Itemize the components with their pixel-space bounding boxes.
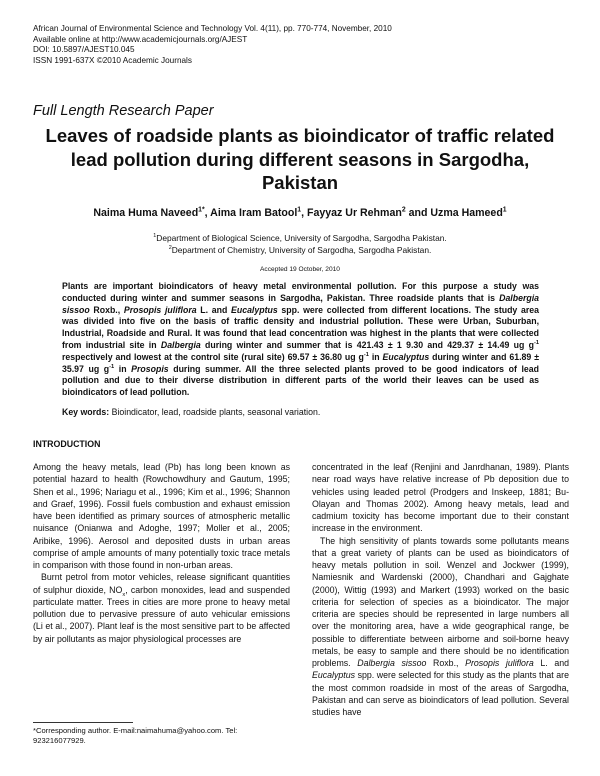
paper-type: Full Length Research Paper	[33, 103, 214, 119]
right-column	[312, 461, 569, 718]
abstract	[62, 281, 539, 399]
text-run: Prosopis juliflora	[123, 304, 197, 315]
author-affiliation-mark: 1	[297, 206, 302, 214]
keywords-text: Bioindicator, lead, roadside plants, seasonal variation.	[109, 407, 321, 417]
text-run: L. and	[533, 658, 570, 668]
author-separator: ,	[301, 207, 308, 219]
text-run: The high sensitivity of plants towards some pollutants means that a great variety of plants can be used as bioindicators of heavy metals pollution in soil. Wenzel and Jockwer (1999), Namiesnik and Wardenski (2000), Chandhari and Gajghate (2000), Wittig (1993) and Markert (1993) worked on the basic criteria for selection of species as a bioindicator. The major criteria are species should be represented in large numbers all over the monitoring area, have a wide geographical range, be possible to differentiate between airborne and soil-borne heavy metals, be easy to sample and there should be no identification problems.	[312, 535, 569, 668]
text-run: Dalbergia	[160, 339, 201, 350]
citation-line: African Journal of Environmental Science and Technology Vol. 4(11), pp. 770-774, November, 2010	[33, 24, 392, 33]
text-run: Eucalyptus	[312, 670, 356, 681]
text-run: in	[368, 351, 383, 362]
paragraph	[33, 461, 290, 571]
section-heading: INTRODUCTION	[33, 439, 101, 449]
text-run: Roxb.,	[426, 658, 466, 668]
text-run: L. and	[196, 304, 232, 315]
paragraph	[312, 461, 569, 535]
author-list	[0, 207, 600, 219]
author-affiliation-mark: 1	[502, 206, 507, 214]
author-name: Aima Iram Batool	[210, 207, 298, 219]
text-run: during winter and summer that is 421.43 ± 1 9.30 and 429.37 ± 14.49 ug g	[200, 339, 534, 350]
text-run: Dalbergia sissoo	[357, 658, 427, 668]
affiliation	[0, 233, 600, 245]
text-run: Roxb.,	[89, 304, 124, 315]
text-run: Prosopis juliflora	[465, 658, 534, 668]
affiliation-text: Department of Biological Science, University of Sargodha, Sargodha Pakistan.	[156, 233, 447, 243]
author-name: Fayyaz Ur Rehman	[307, 207, 402, 219]
text-run: -1	[109, 363, 115, 370]
affiliation-mark: 1	[153, 233, 157, 240]
author-affiliation-mark: 2	[401, 206, 406, 214]
author-affiliation-mark: 1*	[198, 206, 205, 214]
text-run: respectively and lowest at the control site (rural site) 69.57 ± 36.80 ug g	[62, 351, 364, 362]
affiliation-text: Department of Chemistry, University of Sargodha, Sargodha Pakistan.	[171, 244, 432, 255]
text-run: in	[114, 363, 132, 374]
affiliation	[0, 245, 600, 257]
affiliation-mark: 2	[168, 244, 172, 251]
text-run: -1	[363, 351, 369, 358]
footnote: *Corresponding author. E-mail:naimahuma@yahoo.com. Tel: 923216077929.	[33, 726, 238, 745]
text-run: Among the heavy metals, lead (Pb) has long been known as potential hazard to health (Rowchowdhury and Gautum, 1995; Shen et al., 1996; Nariagu et al., 1996; Kim et al., 1996; Shannon and Graef, 1996). Fossil fuels combustion and exhaust emission have been identified as primary sources of atmospheric metallic nuisance (Onianwa and Adoghe, 1997; Moller et al., 2005; Aribike, 1996). Aerosol and deposited dusts in urban areas comprise of ample amounts of many potentially toxic trace metals in comparison with those found in non-urban areas.	[33, 462, 290, 570]
text-run: concentrated in the leaf (Renjini and Janrdhanan, 1989). Plants near road ways have relative increase of Pb deposition due to vehicles using leaded petrol (Prodgers and Inskeep, 1881; Bu-Olayan and Thomas 2002). Among heavy metals, lead and cadmium toxicity has become important due to their constant increase in the environment.	[312, 462, 569, 534]
keywords-label: Key words:	[62, 407, 110, 417]
paragraph	[33, 571, 290, 645]
left-column	[33, 461, 290, 645]
text-run: , carbon monoxides, lead and suspended particulate matter. Trees in cities are more prone to heavy metal pollution due to pervasive pressure of auto vehicular emissions (Li et al., 2007). Plant leaf is the most sensitive part to be affected by air pollutants as major physiological processes are	[33, 584, 290, 644]
issn-line: ISSN 1991-637X ©2010 Academic Journals	[33, 55, 192, 65]
text-run: during summer. All the three selected plants proved to be good indicators of lead pollution and due to their diverse distribution in different parts of the world their leaves can be used as bioindicators of lead pollution.	[62, 363, 540, 398]
paper-title: Leaves of roadside plants as bioindicator of traffic related lead pollution during different seasons in Sargodha, Pakistan	[45, 125, 555, 193]
keywords	[62, 407, 320, 417]
text-run: Plants are important bioindicators of heavy metal environmental pollution. For this purpose a study was conducted during winter and summer seasons in Sargodha, Pakistan. Three roadside plants that is	[62, 281, 539, 303]
text-run: Dalbergia sissoo	[62, 292, 539, 315]
author-name: Uzma Hameed	[430, 207, 503, 219]
text-run: Burnt petrol from motor vehicles, release significant quantities of sulphur dioxide, NO	[33, 572, 290, 595]
journal-header	[33, 24, 392, 66]
text-run: spp. were collected from different locations. The study area was divided into five on the basis of traffic density and industrial pollution. These were Urban, Suburban, Industrial, Roadside and Rural. It was found that lead concentration was highest in the plants that were collected from industrial site in	[62, 304, 539, 350]
text-run: x	[122, 591, 126, 598]
text-run: spp. were selected for this study as the plants that are the most common roadside in most of the areas of Sargodha, Pakistan and can serve as bioindicators of lead pollution. Several studies have	[312, 670, 569, 717]
accepted-date: Accepted 19 October, 2010	[260, 266, 340, 273]
footnote-divider	[33, 722, 133, 723]
author-separator: ,	[204, 207, 211, 219]
text-run: Eucalyptus	[382, 351, 430, 362]
paragraph	[312, 535, 569, 719]
author-separator: and	[405, 207, 431, 219]
text-run: -1	[533, 340, 539, 347]
availability-line: Available online at http://www.academicjournals.org/AJEST	[33, 34, 248, 44]
doi-line: DOI: 10.5897/AJEST10.045	[33, 45, 135, 55]
text-run: Eucalyptus	[231, 304, 278, 315]
author-name: Naima Huma Naveed	[93, 207, 199, 219]
affiliations	[0, 233, 600, 256]
text-run: during winter and 61.89 ± 35.97 ug g	[62, 351, 539, 374]
text-run: Prosopis	[131, 363, 169, 374]
